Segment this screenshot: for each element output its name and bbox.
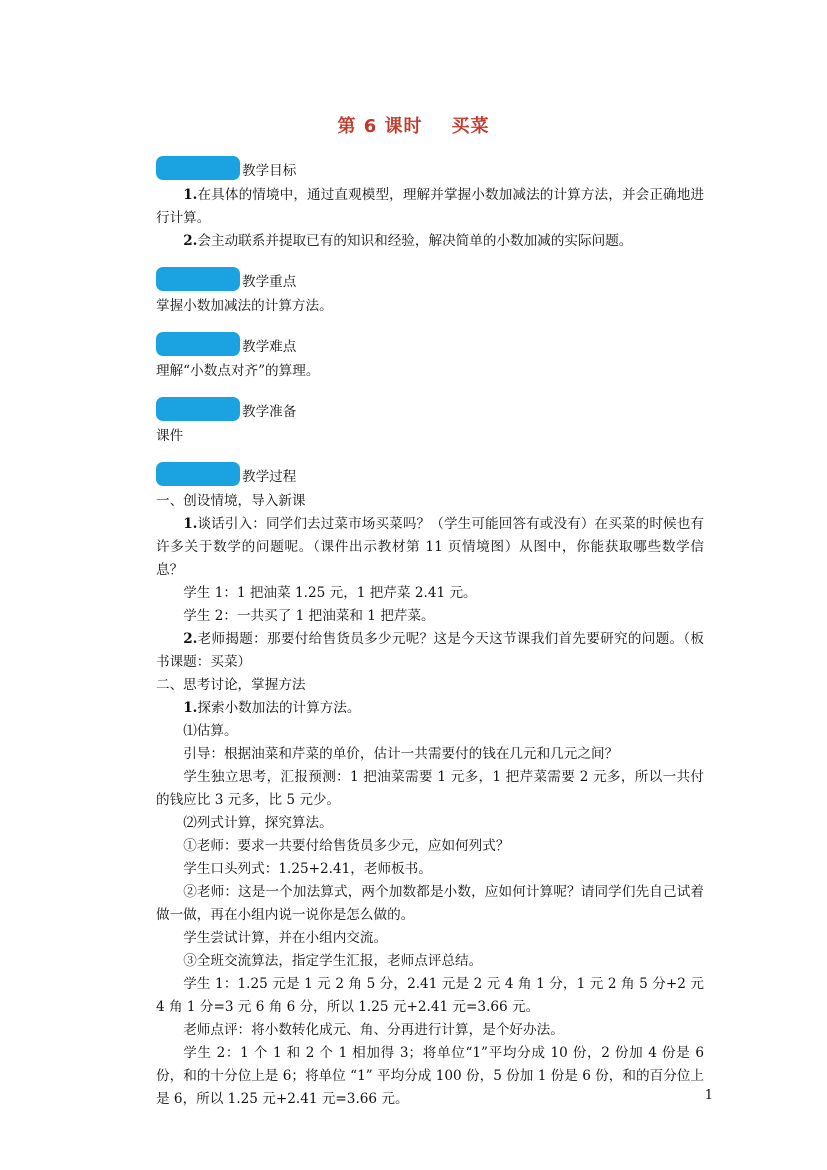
section-tab-decoration [156,397,240,421]
page-number: 1 [704,1088,713,1103]
item-number: 1. [183,516,198,532]
process-paragraph [156,513,704,582]
section-header-goals [156,150,704,180]
process-paragraph: 老师点评：将小数转化成元、角、分再进行计算，是个好办法。 [183,1022,564,1038]
item-text: 会主动联系并提取已有的知识和经验，解决简单的小数加减的实际问题。 [197,233,633,249]
section-label: 教学过程 [242,469,297,485]
section-tab-decoration [156,267,240,291]
document-body [156,150,704,1111]
item-text: 谈话引入：同学们去过菜市场买菜吗？（学生可能回答有或没有）在买菜的时候也有许多关于数学的问题呢。（课件出示教材第 11 页情境图）从图中，你能获取哪些数学信息？ [156,516,704,578]
section-header-difficulty [156,326,704,356]
item-text: 在具体的情境中，通过直观模型，理解并掌握小数加减法的计算方法，并会正确地进行计算。 [156,187,704,226]
student-answer: 学生 2：一共买了 1 把油菜和 1 把芹菜。 [183,608,435,624]
section-tab-decoration [156,156,240,180]
key-text: 掌握小数加减法的计算方法。 [156,298,333,314]
process-paragraph: ①老师：要求一共要付给售货员多少元，应如何列式？ [183,838,510,854]
difficulty-text: 理解“小数点对齐”的算理。 [156,363,320,379]
section-label: 教学难点 [242,339,297,355]
part-2-title: 二、思考讨论，掌握方法 [156,677,306,693]
sub-step: ⑴估算。 [183,723,238,739]
section-tab-decoration [156,462,240,486]
process-paragraph: ②老师：这是一个加法算式，两个加数都是小数，应如何计算呢？请同学们先自己试着做一做，再在小组内说一说你是怎么做的。 [156,884,704,923]
item-text: 探索小数加法的计算方法。 [197,700,361,716]
part-1-title: 一、创设情境，导入新课 [156,493,306,509]
page-title: 第 6 课时 买菜 [337,116,490,137]
process-paragraph [156,697,704,720]
section-header-prep [156,391,704,421]
goal-item-1 [156,184,704,230]
process-paragraph: 学生口头列式：1.25+2.41，老师板书。 [183,861,432,877]
item-number: 2. [183,233,198,249]
item-text: 老师揭题：那要付给售货员多少元呢？这是今天这节课我们首先要研究的问题。（板书课题：买菜） [156,631,704,670]
section-header-process [156,456,704,486]
item-number: 1. [183,187,198,203]
process-paragraph: 学生尝试计算，并在小组内交流。 [183,930,388,946]
section-label: 教学准备 [242,404,297,420]
item-number: 2. [183,631,198,647]
process-paragraph: 学生 1：1.25 元是 1 元 2 角 5 分，2.41 元是 2 元 4 角 1 分，1 元 2 角 5 分+2 元 4 角 1 分=3 元 6 角 6 分，所以 1.25 元+2.41 元=3.66 元。 [156,976,704,1015]
section-tab-decoration [156,332,240,356]
process-paragraph: 学生 2：1 个 1 和 2 个 1 相加得 3；将单位“1”平均分成 10 份，2 份加 4 份是 6 份，和的十分位上是 6；将单位 “1” 平均分成 100 份，5 份加 1 份是 6 份，和的百分位上是 6，所以 1.25 元+2.41 元=3.66 元。 [156,1045,704,1107]
process-paragraph: 引导：根据油菜和芹菜的单价，估计一共需要付的钱在几元和几元之间？ [183,746,619,762]
sub-step: ⑵列式计算，探究算法。 [183,815,333,831]
section-label: 教学重点 [242,274,297,290]
process-paragraph: ③全班交流算法，指定学生汇报，老师点评总结。 [183,953,483,969]
section-label: 教学目标 [242,163,297,179]
process-paragraph [156,628,704,674]
section-header-key [156,261,704,291]
goal-item-2 [156,230,704,253]
student-answer: 学生 1：1 把油菜 1.25 元，1 把芹菜 2.41 元。 [183,585,477,601]
process-paragraph: 学生独立思考，汇报预测：1 把油菜需要 1 元多，1 把芹菜需要 2 元多，所以一共付的钱应比 3 元多，比 5 元少。 [156,769,704,808]
prep-text: 课件 [156,428,184,444]
item-number: 1. [183,700,198,716]
